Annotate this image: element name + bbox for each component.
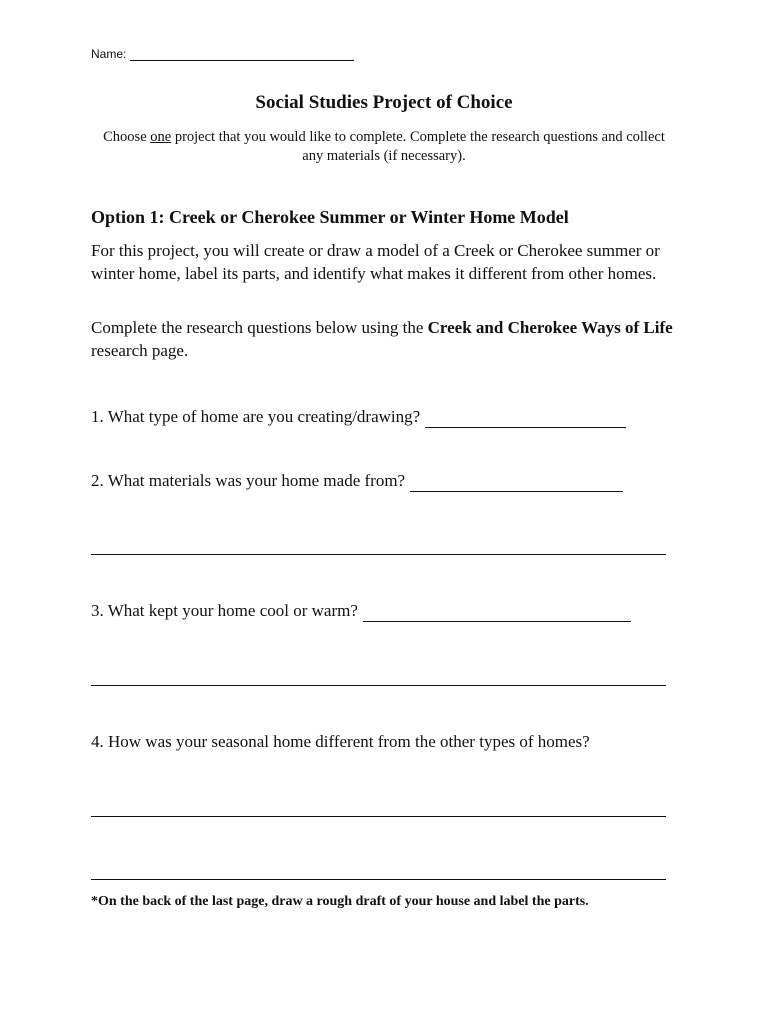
question-4-text: 4. How was your seasonal home different from the other types of homes? — [91, 732, 590, 751]
project-description: For this project, you will create or draw a model of a Creek or Cherokee summer or winter home, label its parts, and identify what makes it different from other homes. — [91, 241, 660, 283]
question-2 — [91, 470, 691, 492]
intro-text-after: project that you would like to complete. Complete the research questions and collect any materials (if necessary). — [171, 129, 665, 164]
research-text-before: Complete the research questions below using the — [91, 318, 428, 337]
question-2-text: 2. What materials was your home made from? — [91, 471, 406, 490]
name-field[interactable] — [91, 47, 354, 61]
question-3-answer-line[interactable] — [363, 604, 631, 622]
question-4 — [91, 731, 691, 753]
option-heading: Option 1: Creek or Cherokee Summer or Winter Home Model — [91, 207, 569, 227]
question-3 — [91, 600, 691, 622]
question-2-answer-line-extra[interactable] — [91, 554, 666, 555]
question-1-answer-line[interactable] — [425, 410, 626, 428]
footnote: *On the back of the last page, draw a rough draft of your house and label the parts. — [91, 894, 589, 909]
question-4-answer-line-2[interactable] — [91, 879, 666, 880]
question-3-answer-line-extra[interactable] — [91, 685, 666, 686]
research-text-after: research page. — [91, 340, 189, 360]
page-title: Social Studies Project of Choice — [255, 92, 513, 113]
name-blank-line[interactable] — [130, 48, 354, 61]
name-label: Name: — [91, 47, 127, 61]
question-1-text: 1. What type of home are you creating/drawing? — [91, 407, 421, 426]
question-4-answer-line-1[interactable] — [91, 816, 666, 817]
research-page-name: Creek and Cherokee Ways of Life — [427, 318, 673, 337]
intro-underlined-word: one — [150, 129, 172, 145]
question-3-text: 3. What kept your home cool or warm? — [91, 601, 358, 620]
question-2-answer-line[interactable] — [410, 474, 623, 492]
intro-instructions — [96, 128, 672, 166]
intro-text-before: Choose — [103, 129, 151, 145]
question-1 — [91, 406, 691, 428]
research-instructions — [91, 317, 691, 362]
